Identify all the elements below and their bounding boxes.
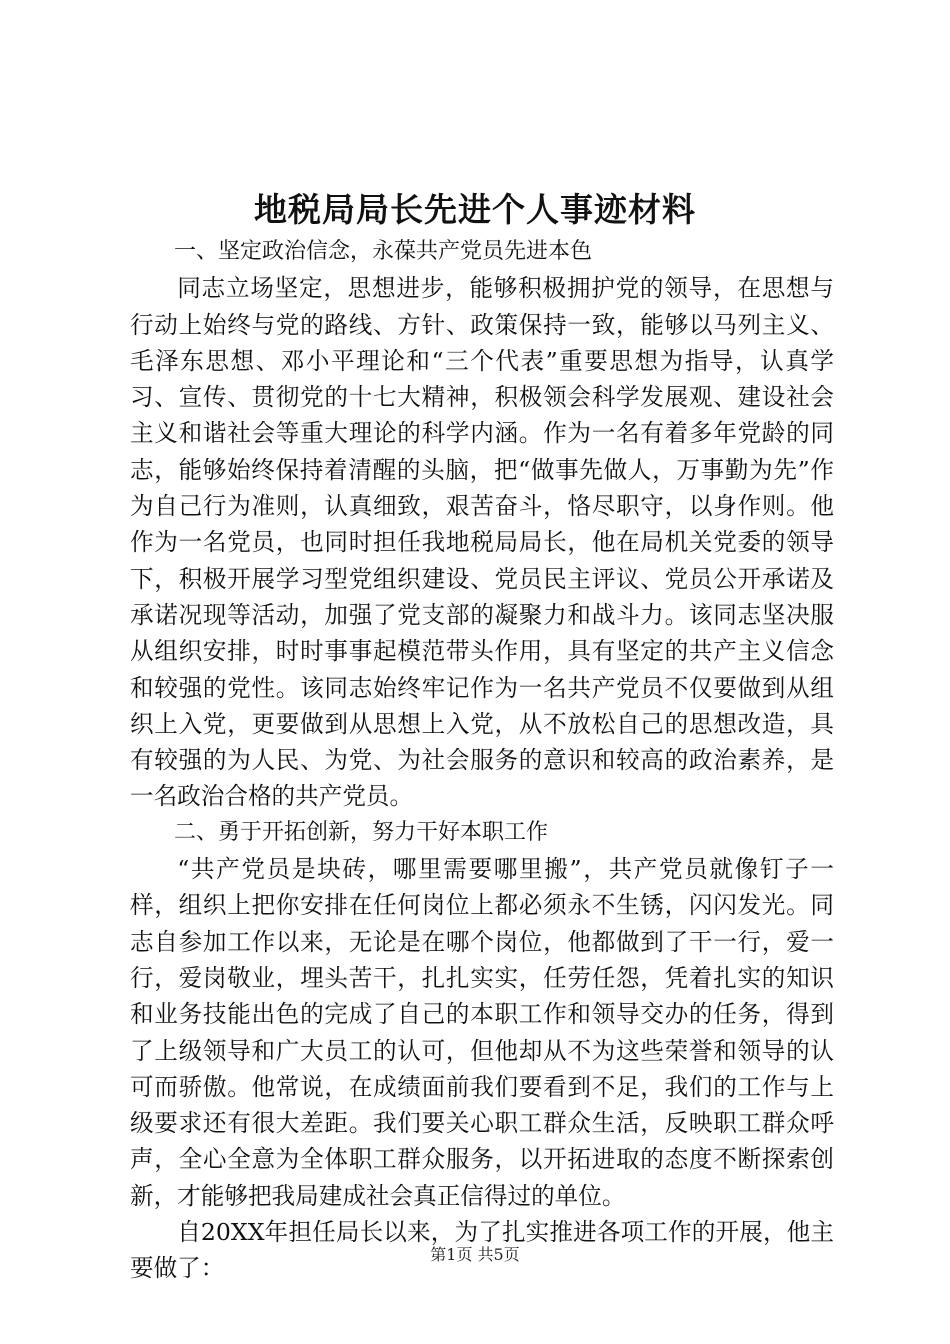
paragraph-1: 同志立场坚定，思想进步，能够积极拥护党的领导，在思想与行动上始终与党的路线、方针、政策保持一致，能够以马列主义、毛泽东思想、邓小平理论和“三个代表”重要思想为指导，认真学习、宣传、贯彻党的十七大精神，积极领会科学发展观、建设社会主义和谐社会等重大理论的科学内涵。作为一名有着多年党龄的同志，能够始终保持着清醒的头脑，把“做事先做人，万事勤为先”作为自己行为准则，认真细致，艰苦奋斗，恪尽职守，以身作则。他作为一名党员，也同时担任我地税局局长，他在局机关党委的领导下，积极开展学习型党组织建设、党员民主评议、党员公开承诺及承诺况现等活动，加强了党支部的凝聚力和战斗力。该同志坚决服从组织安排，时时事事起模范带头作用，具有坚定的共产主义信念和较强的党性。该同志始终牢记作为一名共产党员不仅要做到从组织上入党，更要做到从思想上入党，从不放松自己的思想改造，具有较强的为人民、为党、为社会服务的意识和较高的政治素养，是一名政治合格的共产党员。	[130, 274, 834, 811]
document-body	[130, 234, 834, 1287]
document-title: 地税局局长先进个人事迹材料	[254, 190, 696, 229]
paragraph-2: “共产党员是块砖，哪里需要哪里搬”，共产党员就像钉子一样，组织上把你安排在任何岗位上都必须永不生锈，闪闪发光。同志自参加工作以来，无论是在哪个岗位，他都做到了干一行，爱一行，爱岗敬业，埋头苦干，扎扎实实，任劳任怨，凭着扎实的知识和业务技能出色的完成了自己的本职工作和领导交办的任务，得到了上级领导和广大员工的认可，但他却从不为这些荣誉和领导的认可而骄傲。他常说，在成绩面前我们要看到不足，我们的工作与上级要求还有很大差距。我们要关心职工群众生活，反映职工群众呼声，全心全意为全体职工群众服务，以开拓进取的态度不断探索创新，才能够把我局建成社会真正信得过的单位。	[130, 855, 834, 1210]
section-heading-2: 二、勇于开拓创新，努力干好本职工作	[174, 819, 549, 845]
page-footer: 第1页 共5页	[430, 1245, 520, 1264]
paragraph-3: 自20XX年担任局长以来，为了扎实推进各项工作的开展，他主要做了：	[130, 1218, 834, 1283]
section-heading-1: 一、坚定政治信念，永葆共产党员先进本色	[174, 239, 593, 264]
